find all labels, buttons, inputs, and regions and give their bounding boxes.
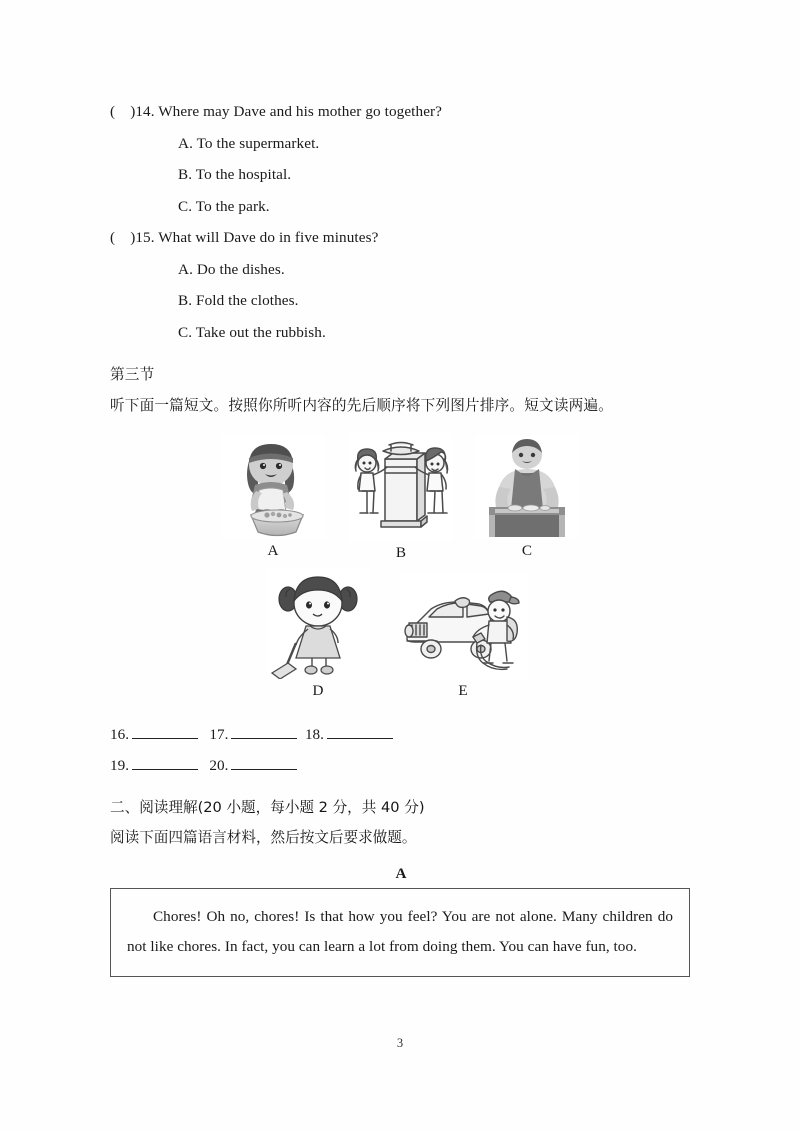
- two-children-at-washing-machine-icon: [349, 433, 453, 541]
- section-three-instruction: 听下面一篇短文。按照你所听内容的先后顺序将下列图片排序。短文读两遍。: [110, 397, 613, 414]
- passage-letter-a: A: [395, 865, 407, 882]
- answer-blank-row-1: [110, 719, 692, 750]
- answer-blank-16[interactable]: 16.: [110, 719, 198, 750]
- blank-rule-18[interactable]: [327, 725, 393, 739]
- picture-label-c: C: [521, 542, 533, 559]
- question-14: [110, 96, 692, 128]
- question-14-number: 14.: [135, 103, 155, 120]
- answer-blank-17[interactable]: 17.: [209, 719, 297, 750]
- boy-washing-car-with-hose-icon: [399, 573, 527, 679]
- answer-blank-row-2: [110, 750, 692, 781]
- girl-washing-clothes-in-basin-icon: [221, 435, 325, 539]
- answer-blank-18[interactable]: 18.: [305, 719, 393, 750]
- picture-cell-c: [472, 435, 582, 561]
- page-number: 3: [396, 1036, 404, 1050]
- question-15: [110, 222, 692, 254]
- reading-section-heading: 二、阅读理解(20 小题，每小题 2 分，共 40 分): [110, 799, 425, 816]
- answer-blank-19[interactable]: 19.: [110, 750, 198, 781]
- question-14-prompt: Where may Dave and his mother go together?: [154, 103, 443, 120]
- question-15-prompt: What will Dave do in five minutes?: [154, 229, 379, 246]
- blank-rule-17[interactable]: [231, 725, 297, 739]
- answer-bracket-14[interactable]: ( ): [110, 103, 136, 120]
- picture-cell-d: [263, 569, 373, 701]
- question-15-option-c[interactable]: C. Take out the rubbish.: [178, 323, 326, 341]
- reading-section-instruction: 阅读下面四篇语言材料，然后按文后要求做题。: [110, 829, 417, 846]
- passage-text-a: Chores! Oh no, chores! Is that how you feel? You are not alone. Many children do not like chores. In fact, you can learn a lot from doing them. You can have fun, too.: [127, 908, 673, 955]
- picture-cell-a: [218, 435, 328, 561]
- page-content: [110, 96, 692, 977]
- picture-label-b: B: [395, 544, 407, 561]
- section-three-title: 第三节: [110, 366, 155, 383]
- question-14-option-b[interactable]: B. To the hospital.: [178, 166, 292, 183]
- question-14-option-a[interactable]: A. To the supermarket.: [178, 134, 320, 152]
- picture-label-d: D: [312, 682, 324, 699]
- answer-blank-20[interactable]: 20.: [209, 750, 297, 781]
- picture-label-e: E: [458, 682, 468, 699]
- question-15-option-a[interactable]: A. Do the dishes.: [178, 260, 285, 278]
- man-in-apron-at-kitchen-counter-icon: [475, 435, 579, 539]
- girl-sweeping-floor-icon: [266, 569, 370, 679]
- picture-label-a: A: [267, 542, 279, 559]
- answer-bracket-15[interactable]: ( ): [110, 229, 136, 246]
- picture-cell-e: [398, 573, 528, 701]
- passage-box-a: [110, 888, 690, 977]
- question-14-option-c[interactable]: C. To the park.: [178, 197, 270, 215]
- question-15-number: 15.: [135, 229, 155, 246]
- question-15-option-b[interactable]: B. Fold the clothes.: [178, 292, 299, 309]
- blank-rule-19[interactable]: [132, 756, 198, 770]
- blank-rule-16[interactable]: [132, 725, 198, 739]
- picture-ordering-area: [110, 429, 692, 719]
- picture-cell-b: [346, 433, 456, 563]
- blank-rule-20[interactable]: [231, 756, 297, 770]
